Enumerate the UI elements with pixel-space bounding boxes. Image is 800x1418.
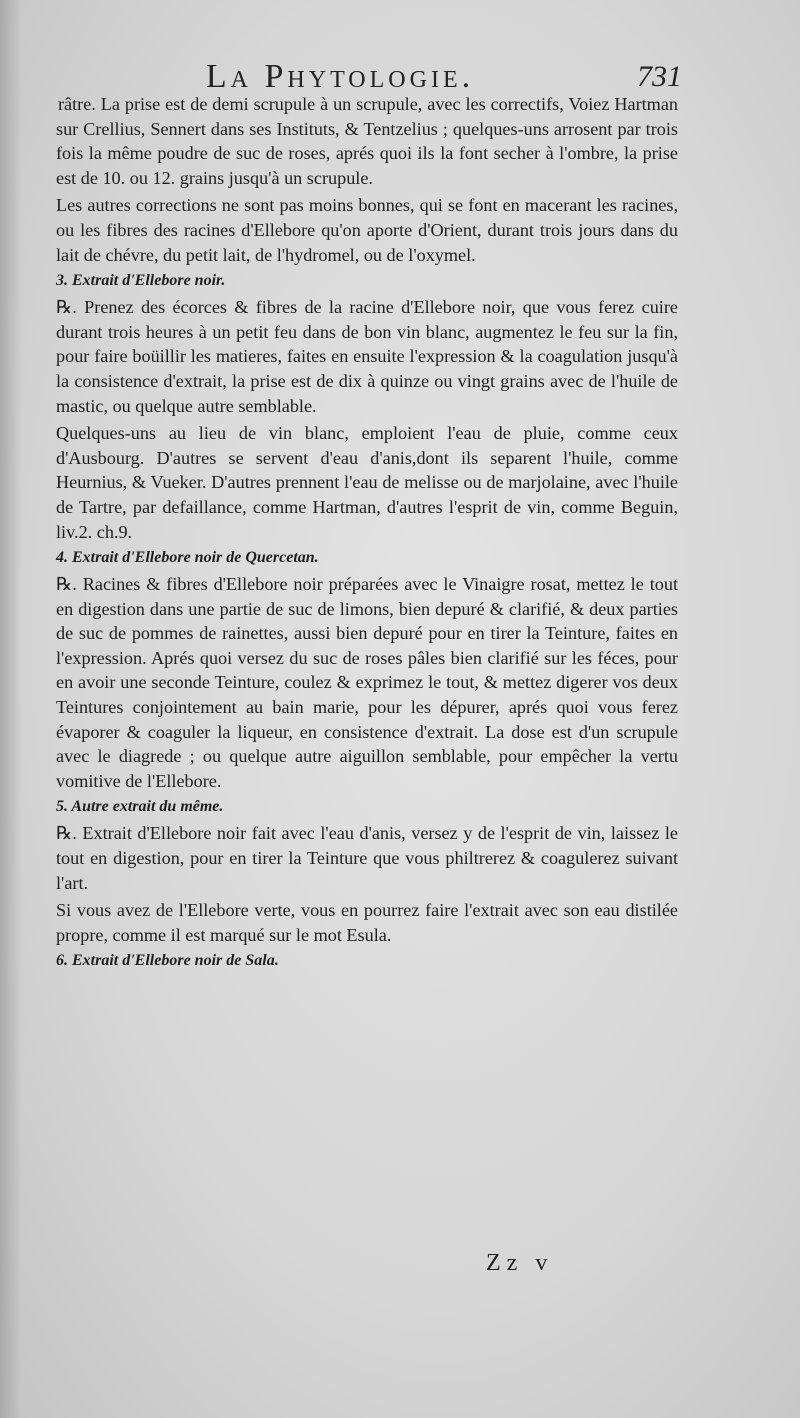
paragraph-7: Si vous avez de l'Ellebore verte, vous en pourrez faire l'extrait avec son eau distilée propre, comme il est marqué sur le mot Esula.: [56, 900, 678, 945]
running-title: La Phytologie.: [205, 58, 475, 95]
section-heading-6: 6. Extrait d'Ellebore noir de Sala.: [56, 952, 279, 970]
page-number: 731: [637, 60, 682, 93]
text-body: [56, 92, 678, 972]
paragraph-6: ℞. Extrait d'Ellebore noir fait avec l'eau d'anis, versez y de l'esprit de vin, laissez le tout en digestion, pour en tirer la Teinture que vous philtrerez & coagulerez suivant l'art.: [56, 823, 678, 893]
paragraph-5: ℞. Racines & fibres d'Ellebore noir préparées avec le Vinaigre rosat, mettez le tout en digestion dans une partie de suc de limons, bien depuré & clarifié, & deux parties de suc de pommes de rainettes, aussi bien depuré pour en tirer la Teinture, faites en l'expression. Aprés quoi versez du suc de roses pâles bien clarifié sur les féces, pour en avoir une seconde Teinture, coulez & exprimez le tout, & mettez digerer vos deux Teintures conjointement au bain marie, pour les dépurer, aprés quoi vous ferez évaporer & coaguler la liqueur, en consistence d'extrait. La dose est d'un scrupule avec le diagrede ; ou quelque autre aiguillon semblable, pour empêcher la vertu vomitive de l'Ellebore.: [56, 574, 678, 791]
section-heading-5: 5. Autre extrait du même.: [56, 798, 224, 816]
paragraph-1: râtre. La prise est de demi scrupule à un scrupule, avec les correctifs, Voiez Hartman sur Crellius, Sennert dans ses Instituts, & Tentzelius ; quelques-uns arrosent par trois fois la même poudre de suc de roses, aprés quoi ils la font secher à l'ombre, la prise est de 10. ou 12. grains jusqu'à un scrupule.: [56, 94, 678, 188]
section-heading-4: 4. Extrait d'Ellebore noir de Quercetan.: [56, 549, 319, 567]
paragraph-4: Quelques-uns au lieu de vin blanc, emploient l'eau de pluie, comme ceux d'Ausbourg. D'autres se servent d'eau d'anis,dont ils separent l'huile, comme Heurnius, & Vueker. D'autres prennent l'eau de melisse ou de marjolaine, avec l'huile de Tartre, par defaillance, comme Hartman, d'autres l'esprit de vin, comme Beguin, liv.2. ch.9.: [56, 423, 678, 542]
section-heading-3: 3. Extrait d'Ellebore noir.: [56, 272, 226, 290]
signature-mark: Zz v: [486, 1250, 554, 1276]
paragraph-3: ℞. Prenez des écorces & fibres de la racine d'Ellebore noir, que vous ferez cuire durant trois heures à un petit feu dans de bon vin blanc, augmentez le feu sur la fin, pour faire boüillir les matieres, faites en ensuite l'expression & la coagulation jusqu'à la consistence d'extrait, la prise est de dix à quinze ou vingt grains avec de l'huile de mastic, ou quelque autre semblable.: [56, 297, 678, 416]
paragraph-2: Les autres corrections ne sont pas moins bonnes, qui se font en macerant les racines, ou les fibres des racines d'Ellebore qu'on aporte d'Orient, durant trois jours dans du lait de chévre, du petit lait, de l'hydromel, ou de l'oxymel.: [56, 195, 678, 265]
